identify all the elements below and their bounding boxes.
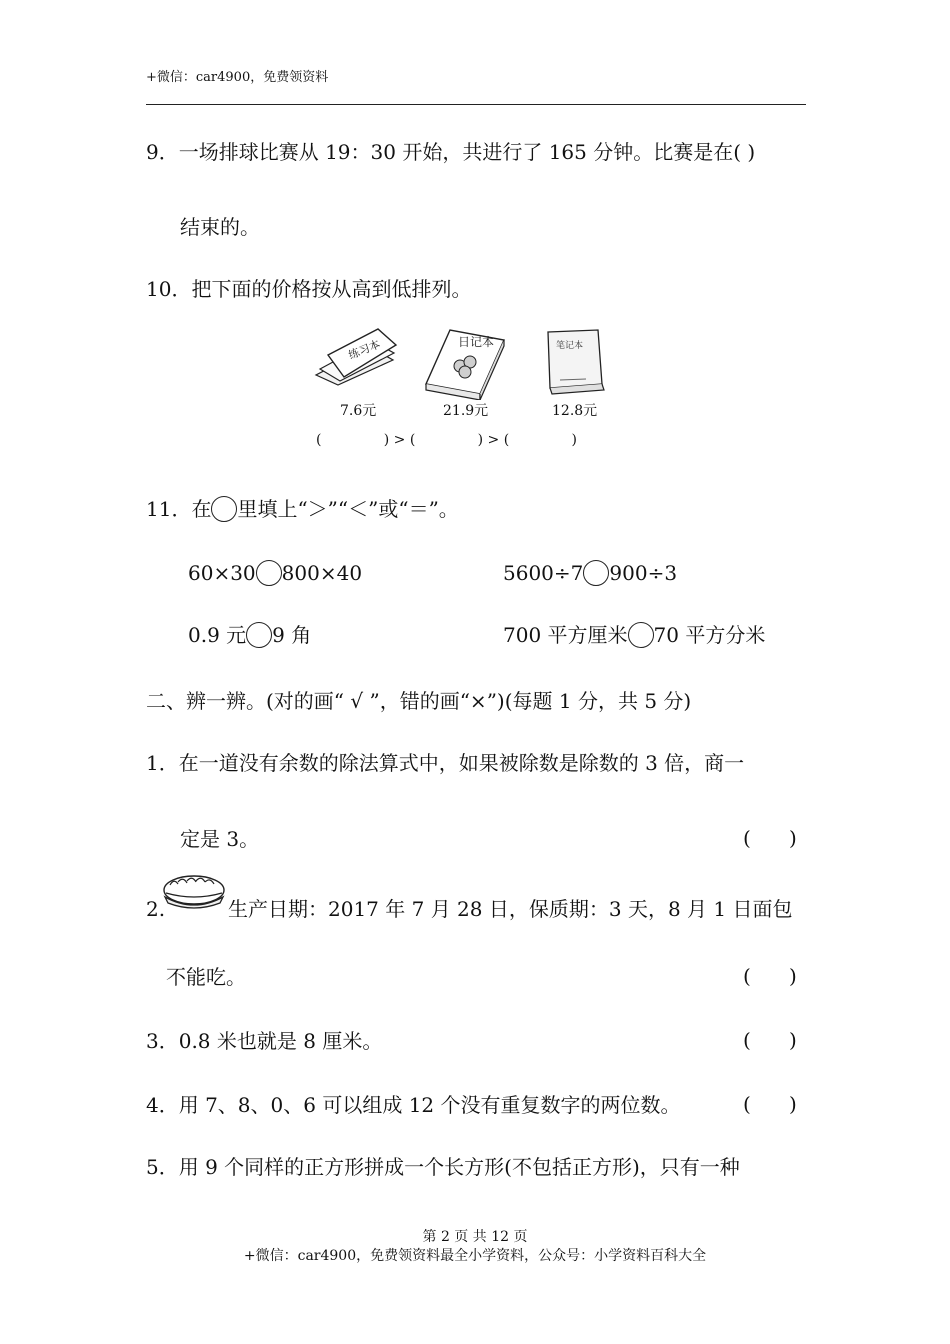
answer-circle[interactable] [246,622,272,648]
answer-circle[interactable] [256,560,282,586]
notebook-icon [540,326,610,398]
q11-suffix: 里填上“＞”“＜”或“＝”。 [237,497,459,521]
section2-title: 二、辨一辨。(对的画“ √ ”，错的画“×”)(每题 1 分，共 5 分) [146,689,692,713]
s2-q2-num: 2. [146,897,166,921]
answer-paren[interactable]: ( ) [743,964,797,988]
answer-paren[interactable]: ( ) [743,1092,797,1116]
price-notebook: 12.8元 [552,403,598,419]
q11-row1-b: 5600÷7 900÷3 [503,561,678,585]
s2-q2-line2: 不能吃。 [166,965,246,989]
compare-circle-icon [211,496,237,522]
page-number: 第 2 页 共 12 页 [422,1229,528,1245]
notebook-label: 笔记本 [556,341,584,351]
q10-title: 10．把下面的价格按从高到低排列。 [146,277,472,301]
s2-q3: 3．0.8 米也就是 8 厘米。 [146,1029,383,1053]
footer-note: +微信：car4900，免费领资料最全小学资料，公众号：小学资料百科大全 [243,1248,707,1264]
s2-q2-line1: 生产日期：2017 年 7 月 28 日，保质期：3 天，8 月 1 日面包 [228,897,793,921]
header-note: +微信：car4900，免费领资料 [146,70,329,85]
q11-row1-a: 60×30 800×40 [188,561,363,585]
answer-circle[interactable] [583,560,609,586]
exercise-book-label: 练习本 [346,337,383,362]
diary-book-label: 日记本 [458,335,495,349]
q9-line1: 9．一场排球比赛从 19：30 开始，共进行了 165 分钟。比赛是在( ) [146,140,756,164]
s2-q4: 4．用 7、8、0、6 可以组成 12 个没有重复数字的两位数。 [146,1093,681,1117]
s2-q1-line2: 定是 3。 [180,827,260,851]
answer-paren[interactable]: ( ) [743,1028,797,1052]
answer-paren[interactable]: ( ) [743,826,797,850]
price-diary-book: 21.9元 [443,403,489,419]
s2-q1-line1: 1．在一道没有余数的除法算式中，如果被除数是除数的 3 倍，商一 [146,751,745,775]
answer-circle[interactable] [628,622,654,648]
price-exercise-book: 7.6元 [340,403,377,419]
q11-prefix: 11．在 [146,497,212,521]
q11-row2-b: 700 平方厘米 70 平方分米 [503,623,766,647]
bread-icon [160,873,228,913]
header-rule [146,104,806,105]
s2-q5: 5．用 9 个同样的正方形拼成一个长方形(不包括正方形)，只有一种 [146,1155,740,1179]
diary-book-icon [420,322,510,400]
q10-order-line: ( ) > ( ) > ( ) [316,432,577,448]
q11-row2-a: 0.9 元 9 角 [188,623,312,647]
q9-line2: 结束的。 [180,215,260,239]
exercise-book-icon [308,325,408,400]
